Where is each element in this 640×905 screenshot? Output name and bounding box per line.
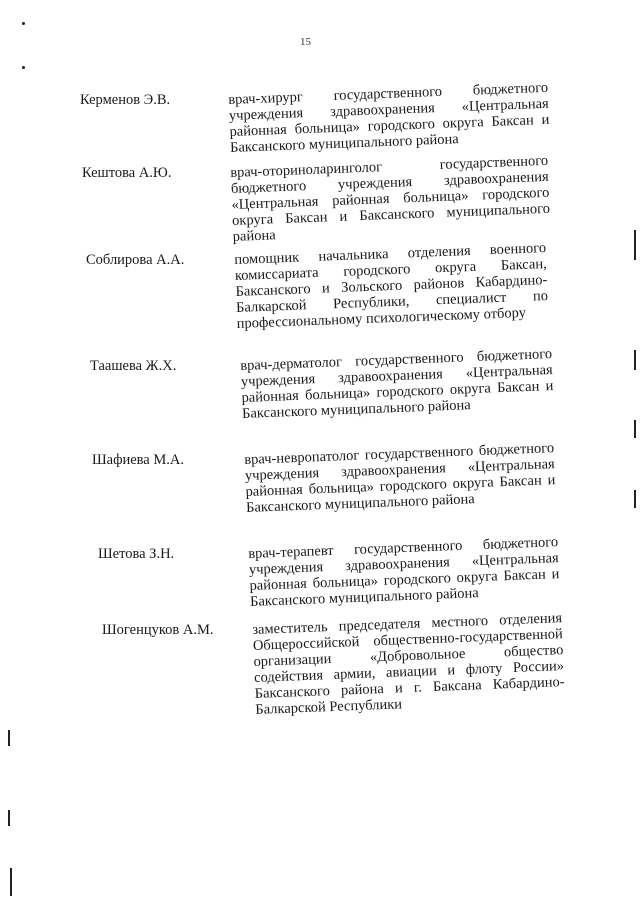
- scan-dot: [22, 22, 25, 25]
- scan-edge-mark: [8, 730, 10, 746]
- member-role: врач-хирург государственного бюджетного учреждения здравоохранения «Центральная районная больница» городского округа Баксан и Баксанского муниципального района: [228, 79, 550, 156]
- member-role: врач-терапевт государственного бюджетного учреждения здравоохранения «Центральная районная больница» городского округа Баксан и Баксанского муниципального района: [248, 534, 560, 610]
- member-name: Кештова А.Ю.: [82, 165, 172, 181]
- scan-edge-mark: [634, 490, 636, 508]
- scan-edge-mark: [634, 230, 636, 260]
- member-role: врач-невропатолог государственного бюджетного учреждения здравоохранения «Центральная районная больница» городского округа Баксан и Баксанского муниципального района: [244, 440, 556, 516]
- scan-edge-mark: [634, 350, 636, 370]
- member-role: врач-дерматолог государственного бюджетного учреждения здравоохранения «Центральная районная больница» городского округа Баксан и Баксанского муниципального района: [240, 346, 554, 422]
- member-role: помощник начальника отделения военного комиссариата городского округа Баксан, Баксанского и Зольского районов Кабардино-Балкарской Республики, специалист по профессиональному психологическому отбору: [234, 240, 549, 332]
- scan-edge-mark: [634, 420, 636, 438]
- member-name: Шафиева М.А.: [92, 452, 184, 468]
- page-number: 15: [300, 36, 311, 48]
- member-name: Шогенцуков А.М.: [102, 622, 214, 638]
- scan-edge-mark: [8, 810, 10, 826]
- scan-dot: [22, 66, 25, 69]
- member-name: Шетова З.Н.: [98, 546, 175, 562]
- member-name: Таашева Ж.Х.: [90, 358, 177, 374]
- scan-edge-mark: [10, 868, 12, 896]
- member-role: врач-оториноларинголог государственного бюджетного учреждения здравоохранения «Центральная районная больница» городского округа Баксан и Баксанского муниципального района: [230, 152, 551, 245]
- member-role: заместитель председателя местного отделения Общероссийской общественно-государственной организации «Добровольное общество содействия армии, авиации и флоту России» Баксанского района и г. Баксана Кабардино-Балкарской Республики: [252, 610, 565, 718]
- member-name: Соблирова А.А.: [86, 252, 185, 268]
- member-name: Керменов Э.В.: [80, 92, 171, 108]
